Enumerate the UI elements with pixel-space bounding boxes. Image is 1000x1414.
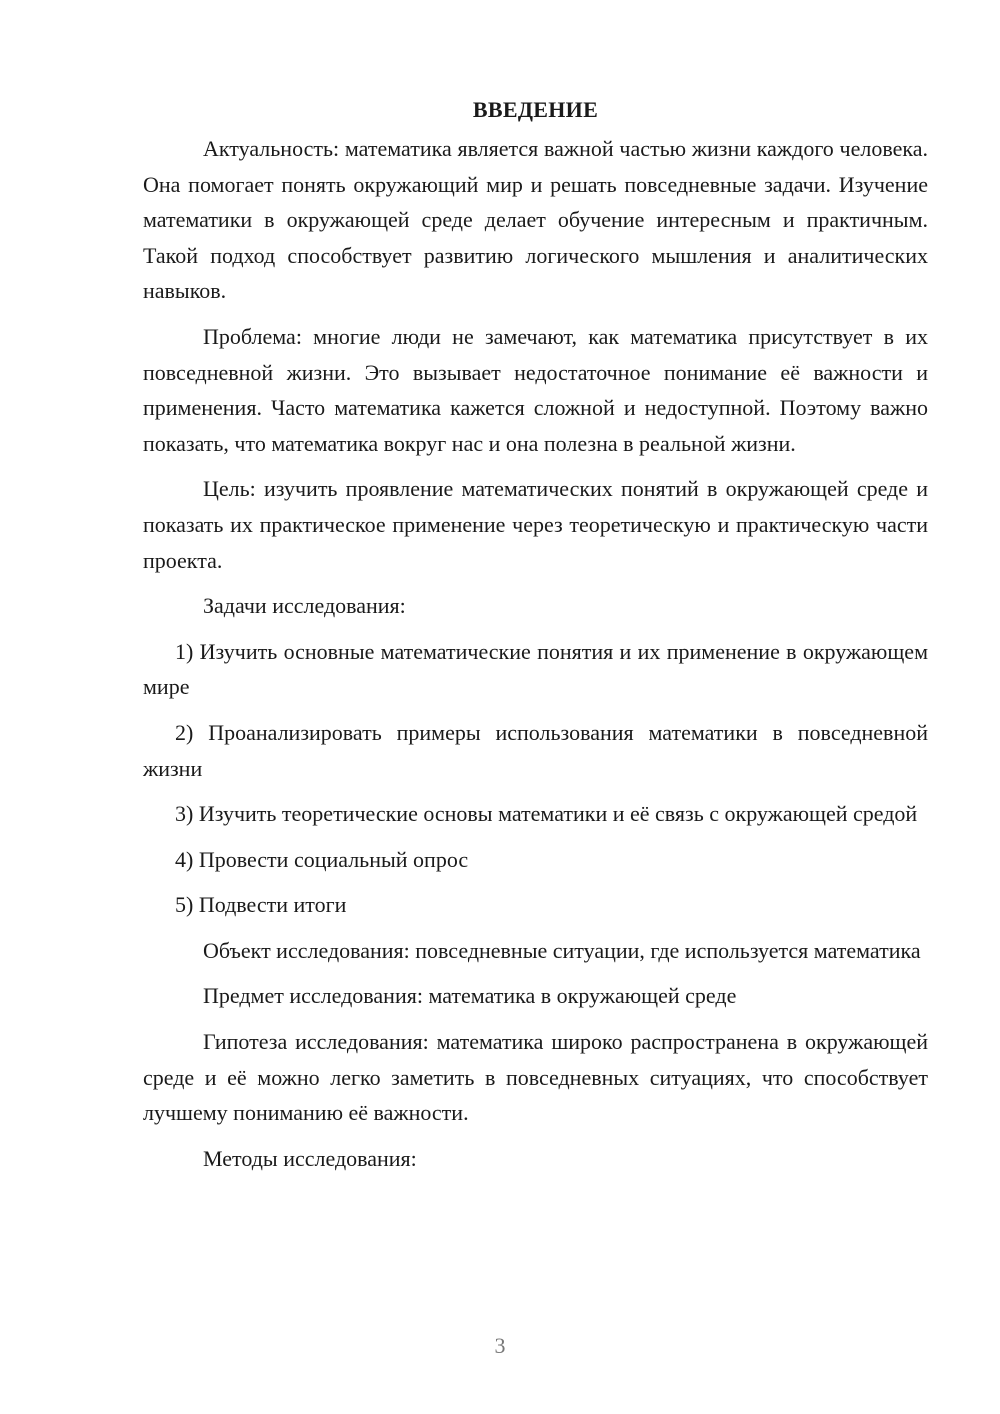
paragraph-hypothesis: Гипотеза исследования: математика широко распространена в окружающей среде и её можно легко заметить в повседневных ситуациях, что способствует лучшему пониманию её важности. xyxy=(143,1029,928,1126)
task-item-4: 4) Провести социальный опрос xyxy=(175,846,469,872)
paragraph-relevance: Актуальность: математика является важной частью жизни каждого человека. Она помогает понять окружающий мир и решать повседневные задачи. Изучение математики в окружающей среде делает обучение интересным и практичным. Такой подход способствует развитию логического мышления и аналитических навыков. xyxy=(143,136,928,304)
section-title: ВВЕДЕНИЕ xyxy=(472,97,599,122)
document-page xyxy=(143,94,928,1186)
page-number: 3 xyxy=(494,1333,506,1358)
paragraph-problem: Проблема: многие люди не замечают, как математика присутствует в их повседневной жизни. Это вызывает недостаточное понимание её важности и применения. Часто математика кажется сложной и недоступной. Поэтому важно показать, что математика вокруг нас и она полезна в реальной жизни. xyxy=(143,323,928,456)
tasks-heading: Задачи исследования: xyxy=(203,593,406,619)
task-item-3: 3) Изучить теоретические основы математики и её связь с окружающей средой xyxy=(175,801,918,827)
task-item-5: 5) Подвести итоги xyxy=(175,892,347,918)
task-item-1: 1) Изучить основные математические понятия и их применение в окружающем мире xyxy=(143,638,928,700)
task-item-2: 2) Проанализировать примеры использования математики в повседневной жизни xyxy=(143,719,928,781)
paragraph-goal: Цель: изучить проявление математических понятий в окружающей среде и показать их практическое применение через теоретическую и практическую части проекта. xyxy=(143,476,928,573)
paragraph-object: Объект исследования: повседневные ситуации, где используется математика xyxy=(203,937,921,963)
paragraph-subject: Предмет исследования: математика в окружающей среде xyxy=(203,983,737,1009)
paragraph-methods: Методы исследования: xyxy=(203,1145,417,1171)
